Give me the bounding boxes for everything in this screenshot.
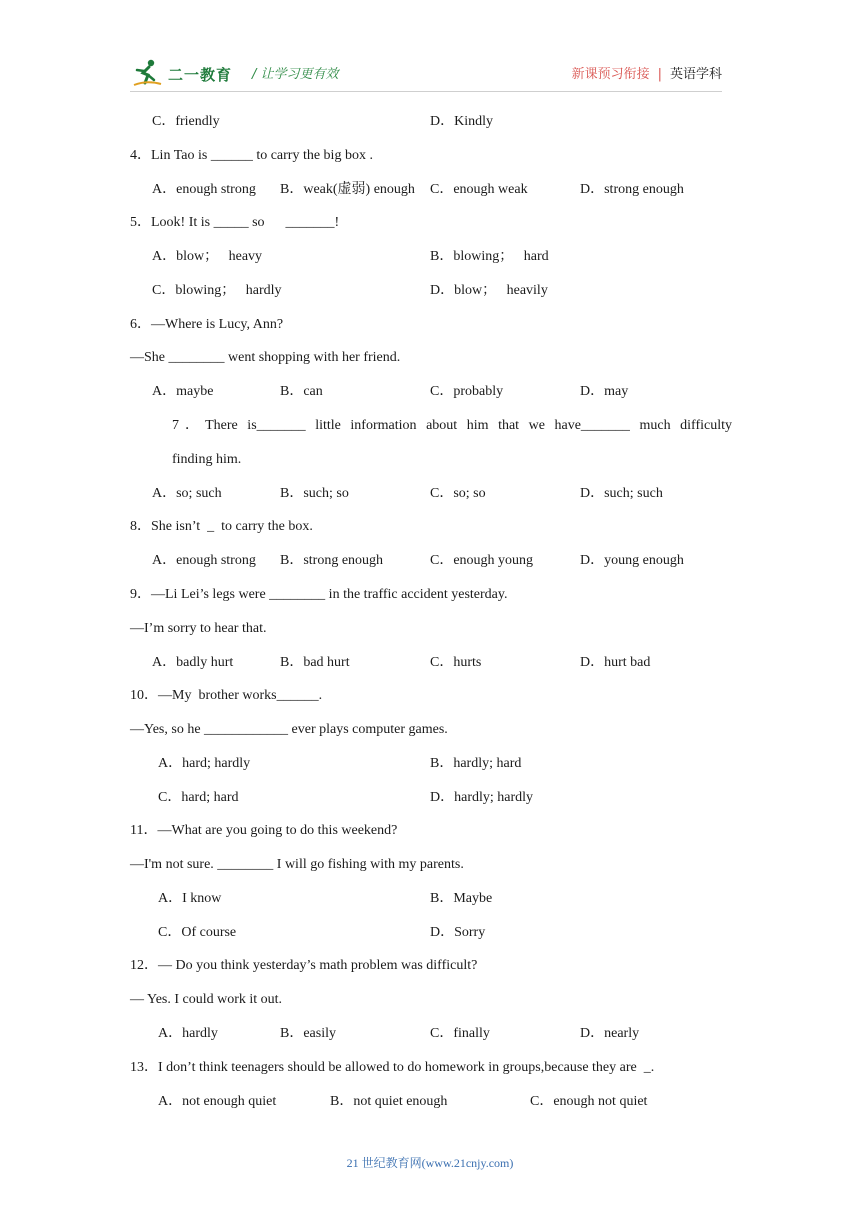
q8-option-b: B．strong enough <box>280 553 384 568</box>
page-footer: 21 世纪教育网(www.21cnjy.com) <box>346 1156 514 1170</box>
course-label: 新课预习衔接 <box>571 67 650 82</box>
q3-option-d: D．Kindly <box>430 114 493 129</box>
q11-option-b: B．Maybe <box>430 891 493 906</box>
question-7-line-2: finding him. <box>172 452 242 467</box>
q8-option-d: D．young enough <box>580 553 684 568</box>
q9-option-d: D．hurt bad <box>580 655 651 670</box>
q4-option-d: D．strong enough <box>580 182 684 197</box>
question-10: 10．—My brother works______. <box>130 688 323 703</box>
header-separator: | <box>657 67 662 82</box>
q3-option-c: C．friendly <box>152 114 220 129</box>
q7-option-b: B．such; so <box>280 486 349 501</box>
slogan: / 让学习更有效 <box>252 67 339 82</box>
question-9: 9．—Li Lei’s legs were ________ in the traffic accident yesterday. <box>130 587 508 602</box>
question-9-line-2: —I’m sorry to hear that. <box>130 621 267 636</box>
q12-option-d: D．nearly <box>580 1026 640 1041</box>
q10-option-a: A．hard; hardly <box>158 756 251 771</box>
q5-option-a: A．blow； heavy <box>152 249 263 264</box>
q6-option-d: D．may <box>580 384 629 399</box>
question-12-line-2: — Yes. I could work it out. <box>130 992 283 1007</box>
question-10-line-2: —Yes, so he ____________ ever plays computer games. <box>130 722 448 737</box>
page-header <box>130 56 730 90</box>
q13-option-a: A．not enough quiet <box>158 1094 277 1109</box>
question-12: 12．— Do you think yesterday’s math problem was difficult? <box>130 958 478 973</box>
q7-option-a: A．so; such <box>152 486 222 501</box>
question-11: 11．—What are you going to do this weekend? <box>130 823 398 838</box>
logo <box>130 58 240 88</box>
q8-option-a: A．enough strong <box>152 553 256 568</box>
q4-option-b: B．weak(虚弱) enough <box>280 182 415 197</box>
q5-option-b: B．blowing； hard <box>430 249 549 264</box>
q12-option-c: C．finally <box>430 1026 490 1041</box>
runner-logo-icon <box>132 58 162 88</box>
q13-option-b: B．not quiet enough <box>330 1094 448 1109</box>
q7-option-d: D．such; such <box>580 486 663 501</box>
q9-option-b: B．bad hurt <box>280 655 350 670</box>
q6-option-c: C．probably <box>430 384 504 399</box>
question-8: 8．She isn’t _ to carry the box. <box>130 519 313 534</box>
q10-option-c: C．hard; hard <box>158 790 239 805</box>
question-5: 5．Look! It is _____ so _______! <box>130 215 340 230</box>
q12-option-b: B．easily <box>280 1026 336 1041</box>
q7-option-c: C．so; so <box>430 486 486 501</box>
q5-option-c: C．blowing； hardly <box>152 283 282 298</box>
question-4: 4．Lin Tao is ______ to carry the big box . <box>130 148 373 163</box>
q8-option-c: C．enough young <box>430 553 534 568</box>
question-6: 6．—Where is Lucy, Ann? <box>130 317 284 332</box>
q5-option-d: D．blow； heavily <box>430 283 548 298</box>
q4-option-c: C．enough weak <box>430 182 528 197</box>
question-6-line-2: —She ________ went shopping with her friend. <box>130 350 401 365</box>
question-13: 13．I don’t think teenagers should be allowed to do homework in groups,because they are _. <box>130 1060 655 1075</box>
q12-option-a: A．hardly <box>158 1026 218 1041</box>
q13-option-c: C．enough not quiet <box>530 1094 648 1109</box>
logo-text: 二一教育 <box>168 66 233 84</box>
q6-option-a: A．maybe <box>152 384 214 399</box>
subject-label: 英语学科 <box>669 67 722 82</box>
q10-option-b: B．hardly; hard <box>430 756 522 771</box>
q9-option-c: C．hurts <box>430 655 482 670</box>
q11-option-a: A．I know <box>158 891 222 906</box>
question-7: 7．There is_______ little information about him that we have_______ much difficulty <box>172 418 732 433</box>
q4-option-a: A．enough strong <box>152 182 256 197</box>
q9-option-a: A．badly hurt <box>152 655 234 670</box>
q11-option-c: C．Of course <box>158 925 237 940</box>
q11-option-d: D．Sorry <box>430 925 486 940</box>
q6-option-b: B．can <box>280 384 323 399</box>
question-11-line-2: —I'm not sure. ________ I will go fishing with my parents. <box>130 857 464 872</box>
header-subject <box>572 63 722 82</box>
q10-option-d: D．hardly; hardly <box>430 790 534 805</box>
header-divider <box>130 91 722 92</box>
